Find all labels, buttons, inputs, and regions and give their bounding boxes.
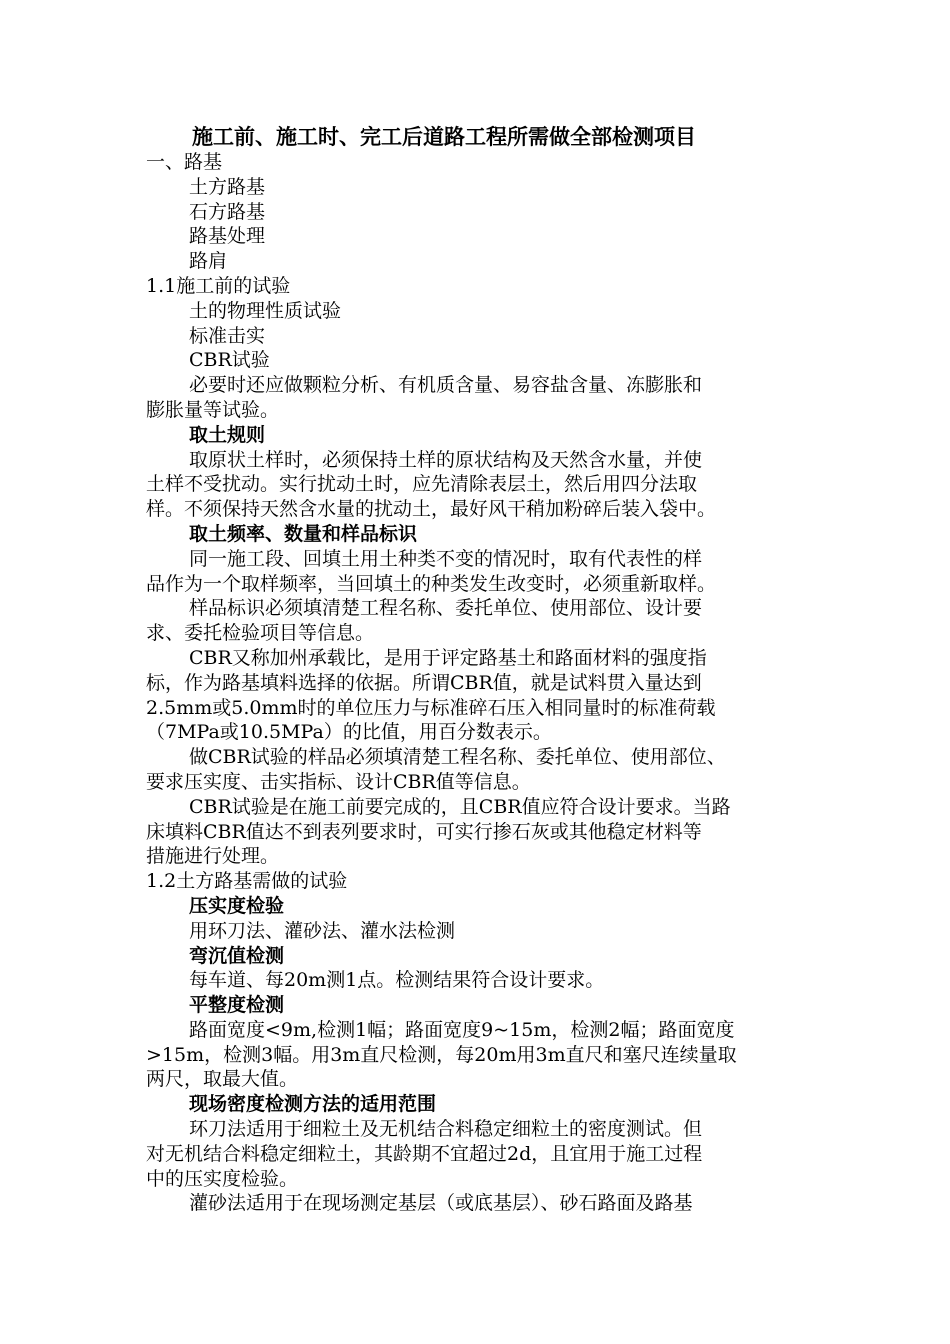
list-item: 石方路基 (189, 200, 266, 223)
paragraph-line: 膨胀量等试验。 (146, 398, 280, 421)
paragraph-line: 样品标识必须填清楚工程名称、委托单位、使用部位、设计要 (189, 597, 703, 620)
list-item: CBR试验 (189, 349, 270, 372)
paragraph-line: CBR又称加州承载比，是用于评定路基土和路面材料的强度指 (189, 646, 707, 669)
paragraph-line: 2.5mm或5.0mm时的单位压力与标准碎石压入相同量时的标准荷载 (146, 696, 716, 719)
bold-heading: 弯沉值检测 (189, 944, 285, 967)
bold-heading: 取土规则 (189, 423, 266, 446)
paragraph-line: 取原状土样时，必须保持土样的原状结构及天然含水量，并使 (189, 448, 703, 471)
section-heading: 一、路基 (146, 151, 223, 173)
paragraph-line: （7MPa或10.5MPa）的比值，用百分数表示。 (146, 721, 552, 744)
document-title: 施工前、施工时、完工后道路工程所需做全部检测项目 (192, 124, 696, 149)
paragraph-line: 床填料CBR值达不到表列要求时，可实行掺石灰或其他稳定材料等 (146, 820, 702, 843)
list-item: 路基处理 (189, 225, 266, 248)
paragraph-line: 土样不受扰动。实行扰动土时，应先清除表层土，然后用四分法取 (146, 473, 698, 496)
paragraph-line: 必要时还应做颗粒分析、有机质含量、易容盐含量、冻膨胀和 (189, 374, 703, 397)
paragraph-line: 两尺，取最大值。 (146, 1068, 299, 1091)
paragraph-line: 环刀法适用于细粒土及无机结合料稳定细粒土的密度测试。但 (189, 1118, 703, 1141)
subsection-heading: 1.1施工前的试验 (146, 274, 291, 297)
paragraph-line: 对无机结合料稳定细粒土，其龄期不宜超过2d，且宜用于施工过程 (146, 1142, 703, 1165)
paragraph-line: 每车道、每20m测1点。检测结果符合设计要求。 (189, 969, 605, 992)
paragraph-line: 措施进行处理。 (146, 845, 280, 868)
paragraph-line: 中的压实度检验。 (146, 1167, 299, 1190)
list-item: 标准击实 (189, 324, 266, 347)
bold-heading: 压实度检验 (189, 894, 285, 917)
subsection-heading: 1.2土方路基需做的试验 (146, 870, 348, 893)
list-item: 土的物理性质试验 (189, 299, 342, 322)
bold-heading: 现场密度检测方法的适用范围 (189, 1093, 437, 1116)
paragraph-line: 灌砂法适用于在现场测定基层（或底基层）、砂石路面及路基 (189, 1192, 693, 1215)
paragraph-line: 标，作为路基填料选择的依据。所谓CBR值，就是试料贯入量达到 (146, 671, 702, 694)
paragraph-line: 路面宽度<9m,检测1幅；路面宽度9~15m，检测2幅；路面宽度 (189, 1018, 735, 1041)
paragraph-line: >15m，检测3幅。用3m直尺检测，每20m用3m直尺和塞尺连续量取 (146, 1043, 737, 1066)
document-body (146, 150, 818, 1216)
paragraph-line: 用环刀法、灌砂法、灌水法检测 (189, 919, 456, 942)
paragraph-line: 品作为一个取样频率，当回填土的种类发生改变时，必须重新取样。 (146, 572, 717, 595)
bold-heading: 取土频率、数量和样品标识 (189, 522, 418, 545)
paragraph-line: 要求压实度、击实指标、设计CBR值等信息。 (146, 770, 531, 793)
list-item: 土方路基 (189, 175, 266, 198)
bold-heading: 平整度检测 (189, 994, 285, 1017)
list-item: 路肩 (189, 250, 228, 273)
paragraph-line: 同一施工段、回填土用土种类不变的情况时，取有代表性的样 (189, 547, 703, 570)
paragraph-line: 样。不须保持天然含水量的扰动土，最好风干稍加粉碎后装入袋中。 (146, 498, 717, 521)
paragraph-line: CBR试验是在施工前要完成的，且CBR值应符合设计要求。当路 (189, 795, 731, 818)
paragraph-line: 求、委托检验项目等信息。 (146, 622, 375, 645)
paragraph-line: 做CBR试验的样品必须填清楚工程名称、委托单位、使用部位、 (189, 746, 726, 769)
